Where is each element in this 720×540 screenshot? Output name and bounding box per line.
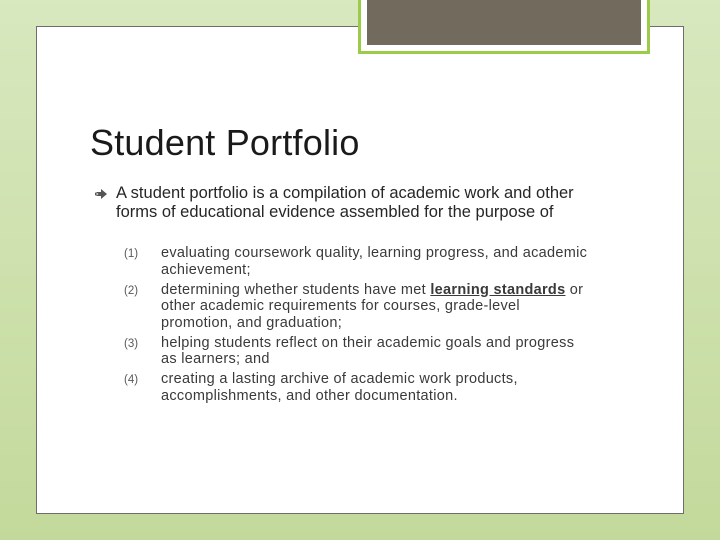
list-text-after: or other academic requirements for courses, grade-level promotion, and graduation; [161,281,584,331]
intro-text: A student portfolio is a compilation of academic work and other forms of educational evidence assembled for the purpose of [116,184,574,221]
main-bullet [94,184,614,222]
list-text [161,282,594,332]
list-number: (1) [124,248,139,260]
list-text: creating a lasting archive of academic work products, accomplishments, and other documentation. [161,371,518,404]
purpose-list [124,245,594,408]
list-item [124,371,594,404]
list-text: evaluating coursework quality, learning progress, and academic achievement; [161,245,588,278]
learning-standards-link[interactable]: learning standards [430,281,566,298]
list-number: (3) [124,337,139,350]
list-number: (2) [124,284,139,297]
list-text: helping students reflect on their academic goals and progress as learners; and [161,334,575,367]
slide-title: Student Portfolio [90,122,360,163]
arrow-bullet-icon [94,188,108,200]
list-item [124,335,594,368]
list-text-before: determining whether students have met [161,281,431,298]
list-number: (4) [124,374,139,386]
title-tab-fill [367,0,641,45]
list-item [124,282,594,332]
title-tab-decoration [358,0,650,54]
list-item [124,245,594,278]
